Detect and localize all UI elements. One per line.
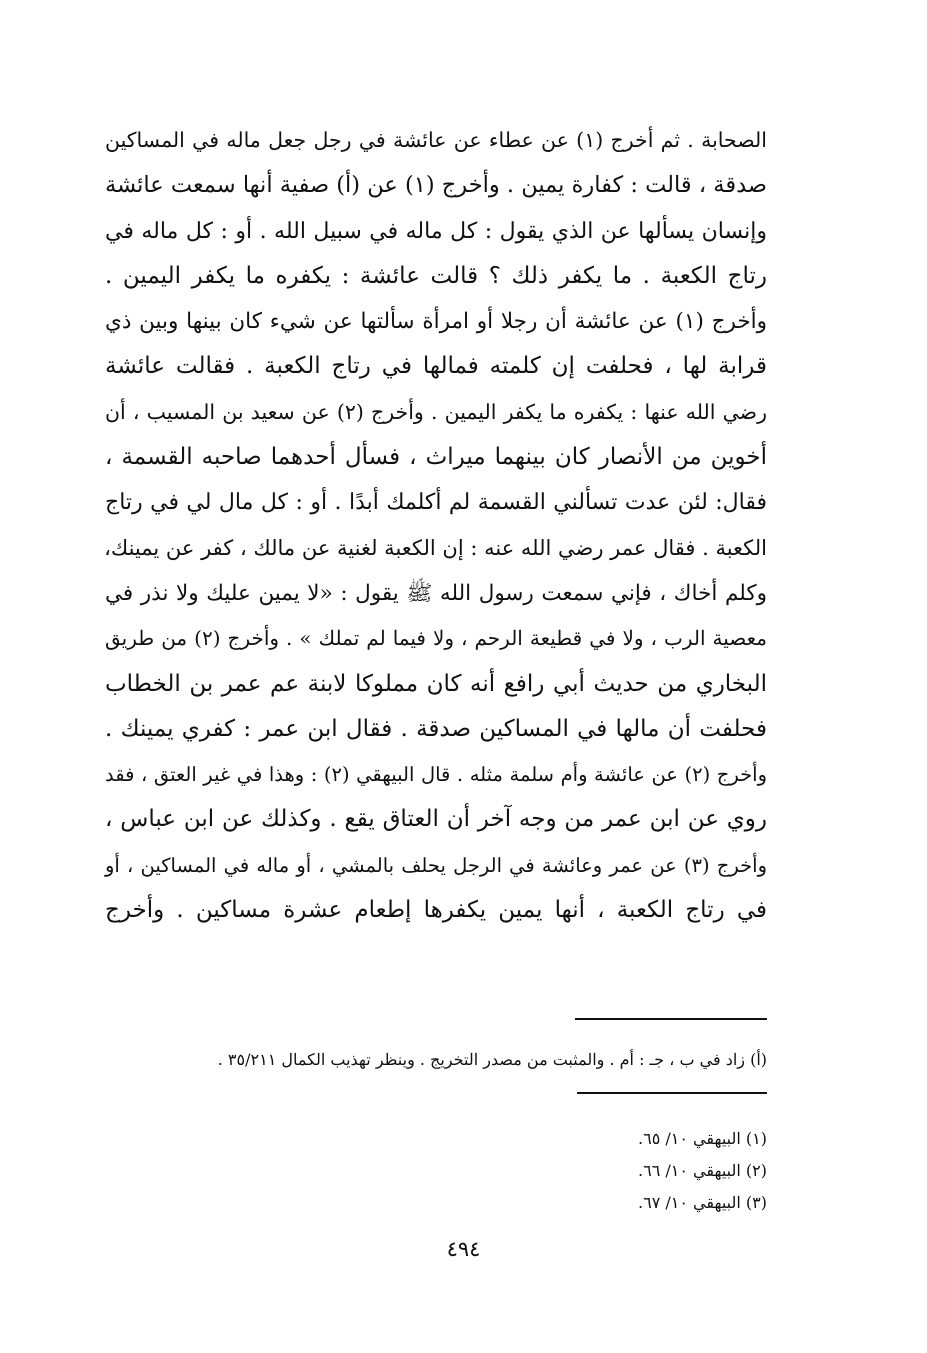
footnote-separator [577, 1092, 767, 1094]
text-line: رضي الله عنها : يكفره ما يكفر اليمين . وأخرج (٢) عن سعيد بن المسيب ، أن [105, 399, 767, 424]
text-line: معصية الرب ، ولا في قطيعة الرحم ، ولا فيما لم تملك » . وأخرج (٢) من طريق [105, 626, 768, 651]
text-line: البخاري من حديث أبي رافع أنه كان مملوكا لابنة عم عمر بن الخطاب [105, 670, 767, 697]
footnotes [400, 1123, 767, 1219]
text-line: في رتاج الكعبة ، أنها يمين يكفرها إطعام عشرة مساكين . وأخرج [105, 897, 768, 924]
text-line: صدقة ، قالت : كفارة يمين . وأخرج (١) عن (أ) صفية أنها سمعت عائشة [105, 172, 767, 199]
annotation-separator [575, 1018, 767, 1020]
text-line: أخوين من الأنصار كان بينهما ميراث ، فسأل أحدهما صاحبه القسمة ، [105, 444, 767, 471]
text-line: وأخرج (٢) عن عائشة وأم سلمة مثله . قال البيهقي (٢) : وهذا في غير العتق ، فقد [105, 763, 767, 787]
page-number: ٤٩٤ [446, 1237, 481, 1261]
text-line: الصحابة . ثم أخرج (١) عن عطاء عن عائشة في رجل جعل ماله في المساكين [105, 128, 767, 152]
main-text-block [105, 118, 767, 933]
text-line: وكلم أخاك ، فإني سمعت رسول الله ﷺ يقول : «لا يمين عليك ولا نذر في [105, 580, 767, 606]
footnote: (٢) البيهقي ١٠/ ٦٦. [638, 1161, 767, 1180]
annotation-note: (أ) زاد في ب ، جـ : أم . والمثبت من مصدر التخريج . وينظر تهذيب الكمال ٣٥/٢١١ . [217, 1050, 767, 1069]
footnote: (٣) البيهقي ١٠/ ٦٧. [638, 1193, 767, 1212]
text-line: فقال: لئن عدت تسألني القسمة لم أكلمك أبدًا . أو : كل مال لي في رتاج [105, 490, 767, 516]
text-line: الكعبة . فقال عمر رضي الله عنه : إن الكعبة لغنية عن مالك ، كفر عن يمينك، [104, 535, 767, 560]
text-line: وأخرج (١) عن عائشة أن رجلا أو امرأة سألتها عن شيء كان بينها وبين ذي [105, 309, 767, 335]
footnote: (١) البيهقي ١٠/ ٦٥. [638, 1129, 767, 1148]
text-line: قرابة لها ، فحلفت إن كلمته فمالها في رتاج الكعبة . فقالت عائشة [105, 353, 767, 380]
text-line: روي عن ابن عمر من وجه آخر أن العتاق يقع . وكذلك عن ابن عباس ، [105, 806, 767, 833]
text-line: فحلفت أن مالها في المساكين صدقة . فقال ابن عمر : كفري يمينك . [105, 715, 767, 742]
text-line: وإنسان يسألها عن الذي يقول : كل ماله في سبيل الله . أو : كل ماله في [105, 218, 767, 244]
text-line: وأخرج (٣) عن عمر وعائشة في الرجل يحلف بالمشي ، أو ماله في المساكين ، أو [105, 853, 767, 877]
text-line: رتاج الكعبة . ما يكفر ذلك ؟ قالت عائشة : يكفره ما يكفر اليمين . [105, 262, 767, 289]
